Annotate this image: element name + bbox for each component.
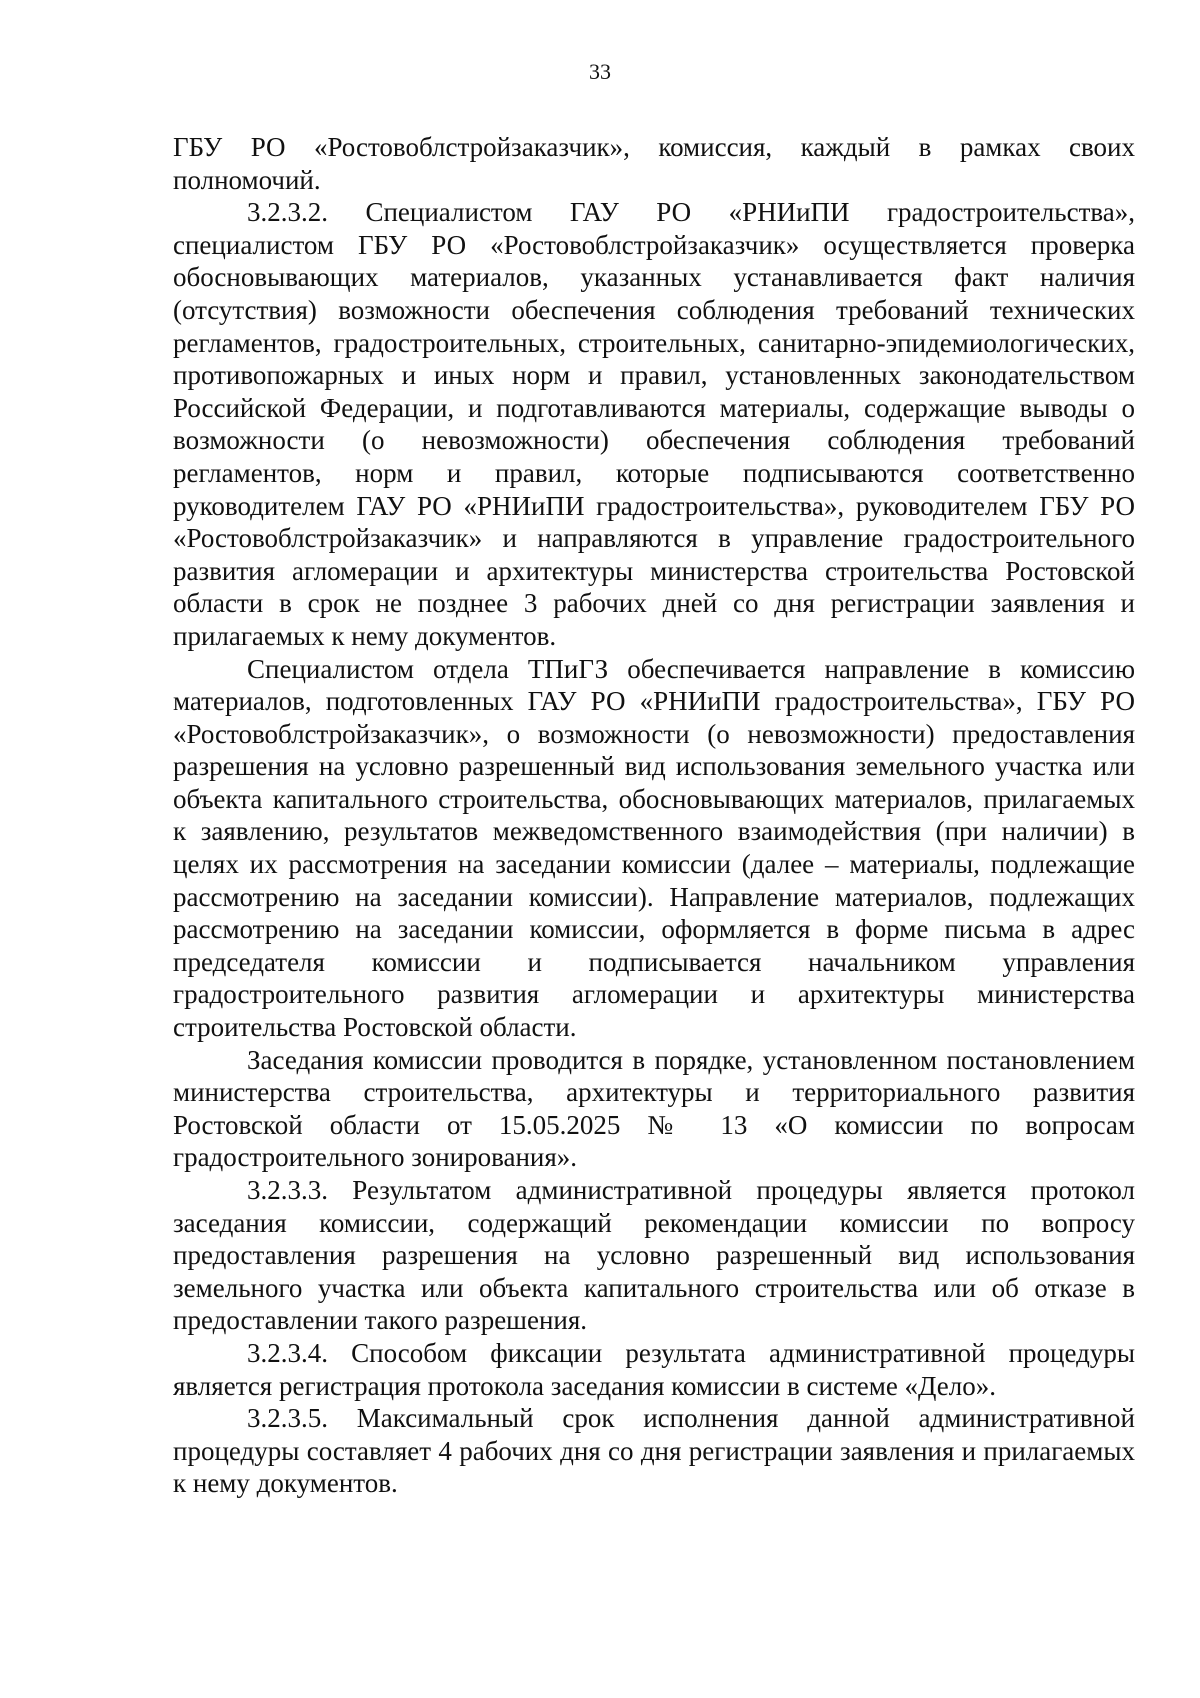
paragraph-continuation: ГБУ РО «Ростовоблстройзаказчик», комиссия, каждый в рамках своих полномочий. [173,132,1135,195]
paragraph-3-2-3-4: 3.2.3.4. Способом фиксации результата административной процедуры является регистрация протокола заседания комиссии в системе «Дело». [173,1337,1135,1401]
paragraph-3-2-3-5: 3.2.3.5. Максимальный срок исполнения данной административной процедуры составляет 4 рабочих дня со дня регистрации заявления и прилагаемых к нему документов. [173,1403,1135,1499]
paragraph-3-2-3-3: 3.2.3.3. Результатом административной процедуры является протокол заседания комиссии, содержащий рекомендации комиссии по вопросу предоставления разрешения на условно разрешенный вид использования земельного участка или объекта капитального строительства или об отказе в предоставлении такого разрешения. [173,1175,1135,1336]
paragraph-3-2-3-2: 3.2.3.2. Специалистом ГАУ РО «РНИиПИ градостроительства», специалистом ГБУ РО «Ростовоблстройзаказчик» осуществляется проверка обосновывающих материалов, указанных устанавливается факт наличия (отсутствия) возможности обеспечения соблюдения требований технических регламентов, градостроительных, строительных, санитарно-эпидемиологических, противопожарных и иных норм и правил, установленных законодательством Российской Федерации, и подготавливаются материалы, содержащие выводы о возможности (о невозможности) обеспечения соблюдения требований регламентов, норм и правил, которые подписываются соответственно руководителем ГАУ РО «РНИиПИ градостроительства», руководителем ГБУ РО «Ростовоблстройзаказчик» и направляются в управление градостроительного развития агломерации и архитектуры министерства строительства Ростовской области в срок не позднее 3 рабочих дней со дня регистрации заявления и прилагаемых к нему документов. [173,197,1135,651]
paragraph-commission-meetings: Заседания комиссии проводится в порядке, установленном постановлением министерства строительства, архитектуры и территориального развития Ростовской области от 15.05.2025 № 13 «О комиссии по вопросам градостроительного зонирования». [173,1044,1135,1173]
document-body [173,131,1135,1500]
paragraph-tpigz-materials: Специалистом отдела ТПиГЗ обеспечивается направление в комиссию материалов, подготовленных ГАУ РО «РНИиПИ градостроительства», ГБУ РО «Ростовоблстройзаказчик», о возможности (о невозможности) предоставления разрешения на условно разрешенный вид использования земельного участка или объекта капитального строительства, обосновывающих материалов, прилагаемых к заявлению, результатов межведомственного взаимодействия (при наличии) в целях их рассмотрения на заседании комиссии (далее – материалы, подлежащие рассмотрению на заседании комиссии). Направление материалов, подлежащих рассмотрению на заседании комиссии, оформляется в форме письма в адрес председателя комиссии и подписывается начальником управления градостроительного развития агломерации и архитектуры министерства строительства Ростовской области. [173,653,1135,1043]
page-number: 33 [589,59,611,84]
